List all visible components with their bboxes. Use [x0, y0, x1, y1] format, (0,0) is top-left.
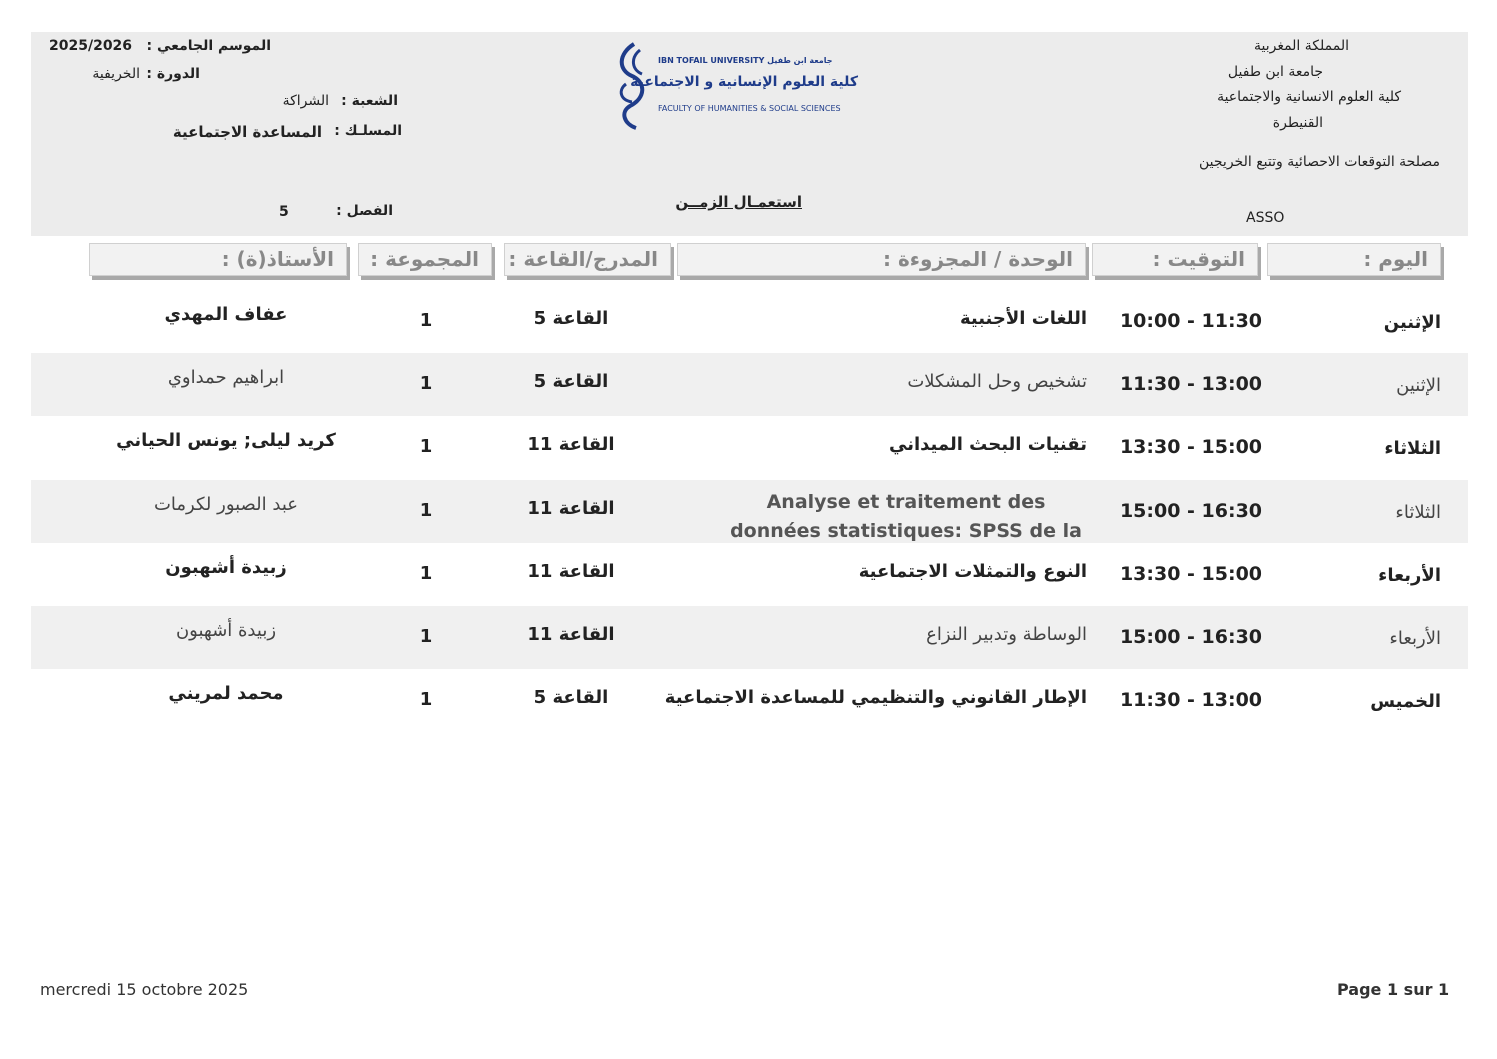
row-day: الأربعاء	[1389, 628, 1441, 649]
row-group: 1	[419, 626, 433, 647]
row-group: 1	[419, 563, 433, 584]
footer-date: mercredi 15 octobre 2025	[40, 980, 249, 999]
row-room: القاعة 11	[527, 434, 615, 455]
row-time: 15:00 - 16:30	[1119, 500, 1263, 522]
row-professor: عفاف المهدي	[164, 304, 288, 325]
row-room: القاعة 11	[527, 498, 615, 519]
row-day: الإثنين	[1383, 312, 1441, 333]
row-room: القاعة 11	[527, 561, 615, 582]
footer-page-number: Page 1 sur 1	[1337, 980, 1450, 999]
row-professor: محمد لمريني	[168, 683, 284, 704]
row-time: 15:00 - 16:30	[1119, 626, 1263, 648]
row-time: 13:30 - 15:00	[1119, 563, 1263, 585]
header-faculty: كلية العلوم الانسانية والاجتماعية	[1217, 89, 1401, 105]
row-module: الوساطة وتدبير النزاع	[926, 624, 1087, 645]
column-header-room: المدرج/القاعة :	[504, 243, 671, 276]
column-header-time: التوقيت :	[1092, 243, 1258, 276]
row-day: الإثنين	[1396, 375, 1441, 396]
logo-line1: IBN TOFAIL UNIVERSITY جامعة ابن طفيل	[658, 56, 833, 65]
session-label: الدورة :	[146, 66, 200, 82]
column-header-group: المجموعة :	[358, 243, 492, 276]
header-code: ASSO	[1246, 210, 1285, 226]
row-module: Analyse et traitement des données statistiques: SPSS de la	[730, 491, 1082, 542]
row-module: اللغات الأجنبية	[959, 308, 1087, 329]
row-room: القاعة 5	[533, 371, 609, 392]
table-row	[31, 416, 1468, 479]
season-value: 2025/2026	[49, 38, 133, 54]
row-day: الخميس	[1370, 691, 1441, 712]
table-row	[31, 606, 1468, 669]
row-module: تشخيص وحل المشكلات	[907, 371, 1087, 392]
column-header-professor: الأستاذ(ة) :	[89, 243, 347, 276]
row-time: 10:00 - 11:30	[1119, 310, 1263, 332]
row-day: الثلاثاء	[1384, 438, 1441, 459]
header-university: جامعة ابن طفيل	[1227, 64, 1323, 80]
row-professor: زبيدة أشهبون	[165, 557, 287, 578]
season-label: الموسم الجامعي :	[146, 38, 271, 54]
row-group: 1	[419, 436, 433, 457]
row-module: تقنيات البحث الميداني	[889, 434, 1087, 455]
row-group: 1	[419, 310, 433, 331]
column-header-day: اليوم :	[1267, 243, 1441, 276]
university-logo	[610, 40, 865, 132]
row-room: القاعة 5	[533, 687, 609, 708]
row-professor: ابراهيم حمداوي	[167, 367, 285, 388]
row-group: 1	[419, 373, 433, 394]
table-row	[31, 353, 1468, 416]
session-value: الخريفية	[92, 66, 140, 82]
row-group: 1	[419, 689, 433, 710]
row-room: القاعة 11	[527, 624, 615, 645]
table-row	[31, 543, 1468, 606]
row-day: الثلاثاء	[1395, 502, 1441, 523]
row-group: 1	[419, 500, 433, 521]
logo-line3: FACULTY OF HUMANITIES & SOCIAL SCIENCES	[658, 104, 841, 113]
row-time: 11:30 - 13:00	[1119, 373, 1263, 395]
page-title: استعمـال الزمــن	[675, 193, 802, 211]
row-time: 11:30 - 13:00	[1119, 689, 1263, 711]
row-professor: كريد ليلى; يونس الحياني	[116, 430, 336, 451]
header-service: مصلحة التوقعات الاحصائية وتتبع الخريجين	[1199, 154, 1440, 170]
row-module: النوع والتمثلات الاجتماعية	[858, 561, 1087, 582]
semester-label: الفصل :	[336, 203, 393, 219]
header-kingdom: المملكة المغربية	[1253, 38, 1349, 54]
track-label: المسلـك :	[334, 123, 402, 139]
row-professor: عبد الصبور لكرمات	[153, 494, 298, 515]
column-header-module: الوحدة / المجزوءة :	[677, 243, 1086, 276]
table-row	[31, 290, 1468, 353]
table-row	[31, 669, 1468, 732]
row-module: الإطار القانوني والتنظيمي للمساعدة الاجتماعية	[664, 687, 1087, 708]
row-time: 13:30 - 15:00	[1119, 436, 1263, 458]
branch-value: الشراكة	[282, 93, 329, 109]
semester-value: 5	[279, 204, 289, 220]
row-room: القاعة 5	[533, 308, 609, 329]
branch-label: الشعبة :	[341, 93, 398, 109]
table-row	[31, 480, 1468, 543]
logo-line2: كلية العلوم الإنسانية و الاجتماعية	[630, 74, 858, 90]
row-professor: زبيدة أشهبون	[175, 620, 277, 641]
row-day: الأربعاء	[1378, 565, 1441, 586]
header-city: القنيطرة	[1272, 115, 1323, 131]
track-value: المساعدة الاجتماعية	[172, 123, 322, 141]
